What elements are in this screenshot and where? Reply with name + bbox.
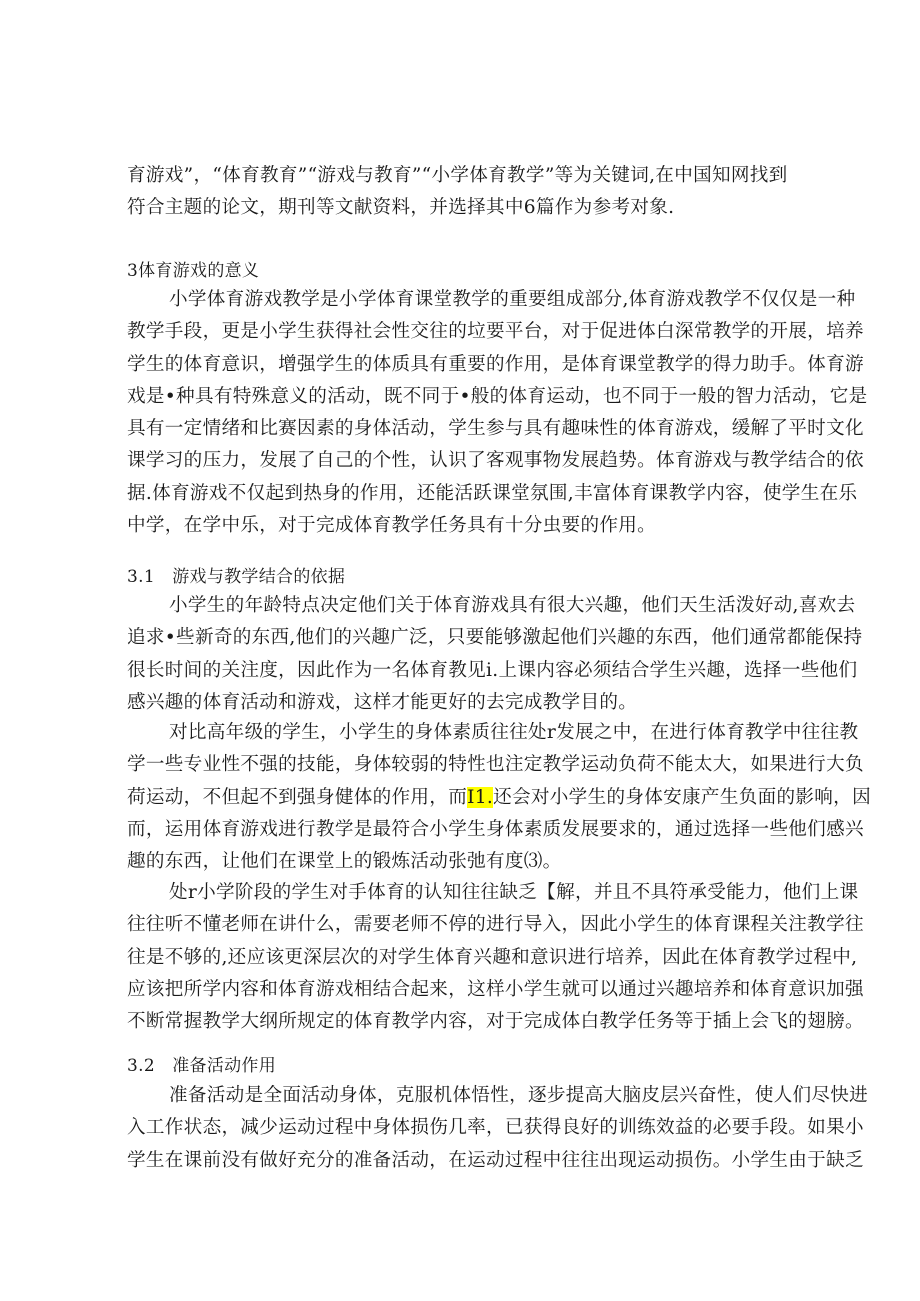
text-line: 很长时间的关注度，因此作为一名体育教见i.上课内容必须结合学生兴趣，选择一些他们 [127,659,858,681]
section-3-heading: 3体育游戏的意义 [127,261,260,281]
text-line: 应该把所学内容和体育游戏相结合起来，这样小学生就可以通过兴趣培养和体育意识加强 [127,978,864,1000]
text-line: 对比高年级的学生，小学生的身体素质往往处r发展之中，在进行体育教学中往往教 [169,722,859,743]
text-segment: 荷运动，不但起不到强身健体的作用，而 [127,786,468,808]
text-line: 中学，在学中乐，对于完成体育教学任务具有十分虫要的作用。 [127,515,657,537]
highlighted-text: I1. [467,786,494,808]
text-line: 处r小学阶段的学生对手体育的认知往往缺乏【解，并且不具符承受能力，他们上课 [169,882,859,903]
section-3-1-heading: 3.1 游戏与教学结合的依据 [127,567,346,587]
text-line: 课学习的压力，发展了自己的个性，认识了客观事物发展趋势。体育游戏与教学结合的依 [127,450,864,472]
intro-paragraph [127,160,795,225]
text-line: 具有一定情绪和比赛因素的身体活动，学生参与具有趣味性的体育游戏，缓解了平时文化 [127,418,864,440]
section-3-1-paragraph-3 [127,877,864,1038]
text-line: 往往听不懂老师在讲什么，需要老师不停的进行导入，因此小学生的体育课程关注教学往 [127,914,864,936]
text-line: 学生的体育意识，增强学生的体质具有重要的作用，是体育课堂教学的得力助手。体育游 [127,353,864,375]
text-line: 戏是•种具有特殊意义的活动，既不同于•般的体育运动，也不同于一般的智力活动，它是 [127,385,868,407]
text-line: 学生在课前没有做好充分的准备活动，在运动过程中往往出现运动损伤。小学生由于缺乏 [127,1149,864,1171]
section-3-1-paragraph-2 [127,717,871,878]
section-3-2-paragraph [127,1080,869,1177]
text-segment: 还会对小学生的身体安康产生负面的影响，因 [493,786,871,808]
text-line: 入工作状态，减少运动过程中身体损伤几率，已获得良好的训练效益的必要手段。如果小 [127,1117,864,1139]
text-line: 追求•些新奇的东西,他们的兴趣广泛，只要能够激起他们兴趣的东西，他们通常都能保持 [127,627,863,649]
text-line: 据.体育游戏不仅起到热身的作用，还能活跃课堂氛围,丰富体育课教学内容，使学生在乐 [127,482,858,504]
text-line: 而，运用体育游戏进行教学是最符合小学生身体素质发展要求的，通过选择一些他们感兴 [127,818,864,840]
text-line: 小学生的年龄特点决定他们关于体育游戏具有很大兴趣，他们天生活泼好动,喜欢去 [169,595,856,616]
text-line: 感兴趣的体育活动和游戏，这样才能更好的去完成教学目的。 [127,691,638,713]
text-line: 符合主题的论文，期刊等文献资料，并选择其中6篇作为参考对象. [127,197,675,219]
text-line: 往是不够的,还应该更深层次的对学生体育兴趣和意识进行培养，因此在体育教学过程中, [127,946,858,968]
text-line-highlighted [127,782,871,814]
text-line: 不断常握教学大纲所规定的体育教学内容，对于完成体白教学任务等于插上会飞的翅膀。 [127,1011,864,1033]
text-line: 学一些专业性不强的技能，身体较弱的特性也注定教学运动负荷不能太大，如果进行大负 [127,754,864,776]
text-line: 准备活动是全面活动身体，克服机体悟性，逐步提高大脑皮层兴奋性，使人们尽快进 [169,1085,869,1106]
section-3-2-heading: 3.2 准备活动作用 [127,1056,277,1076]
text-line: 小学体育游戏教学是小学体育课堂教学的重要组成部分,体育游戏教学不仅仅是一种 [169,289,856,310]
section-3-paragraph [127,284,868,542]
text-line: 育游戏”，“体育教育”“游戏与教育”“小学体育教学”等为关键词,在中国知网找到 [127,165,788,186]
text-line: 趣的东西，让他们在课堂上的锻炼活动张弛有度⑶。 [127,851,562,873]
text-line: 教学手段，更是小学生获得社会性交往的垃要平台，对于促进体白深常教学的开展，培养 [127,321,864,343]
section-3-1-paragraph-1 [127,590,863,719]
